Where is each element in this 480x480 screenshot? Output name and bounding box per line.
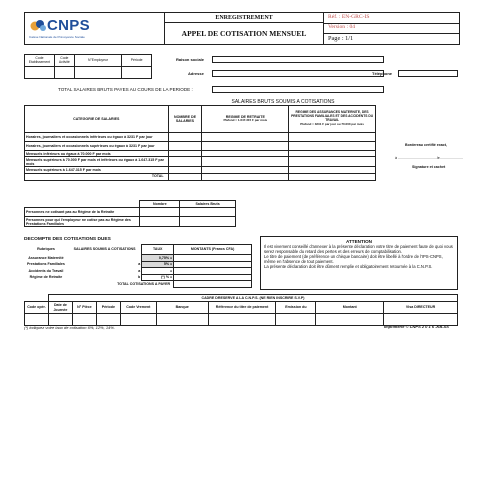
footer-imprimerie: Imprimerie © CNPS 2 0 1 6 -KB-SS [384, 324, 449, 329]
decompte-title: DECOMPTE DES COTISATIONS DUES [24, 237, 111, 242]
cadre-col: N° Pièce [72, 302, 96, 314]
salaire-cell[interactable]: a [138, 268, 141, 273]
col-nombre-salaries: NOMBRE DE SALARIES [168, 106, 202, 133]
cadre-col: Emission du [276, 302, 316, 314]
identity-table [24, 54, 152, 79]
total-salaires-label: TOTAL SALAIRES BRUTS PAYES AU COURS DE LA PERIODE : [58, 87, 193, 92]
telephone-label: Téléphone [372, 71, 393, 76]
taux-cell[interactable]: (*) % = [142, 274, 174, 281]
num-employeur-field[interactable] [74, 67, 122, 79]
rubrique-label: Assurance Maternité [28, 255, 64, 260]
col-persons-salaires: Salaires Bruts [180, 201, 236, 208]
cadre-field[interactable] [120, 314, 156, 326]
col-persons-nombre: Nombre [140, 201, 180, 208]
row-label: Horaires, journaliers et occasionnels supérieurs ou égaux à 3231 F par jour [25, 142, 169, 151]
num-employeur-label: N°Employeur [74, 55, 122, 67]
signature-cachet: Signature et cachet [412, 165, 446, 169]
col-assurance-plafond: Plafond = 3231 F par jour ou 70.000 par mois [300, 122, 364, 127]
taux-cell[interactable]: = [142, 268, 174, 275]
logo-text: CNPS [47, 17, 90, 34]
taux-cell: 0,75% = [142, 255, 174, 262]
salaries-table [24, 105, 376, 181]
raison-sociale-field[interactable] [212, 56, 384, 63]
cadre-field[interactable] [156, 314, 208, 326]
lieu-date-line: à .......................................le....................... [395, 156, 463, 160]
salaries-section-title: SALAIRES BRUTS SOUMIS A COTISATIONS [231, 99, 335, 105]
adresse-label: Adresse [188, 71, 204, 76]
cell-assurance[interactable] [289, 157, 376, 167]
total-cotisations-label: TOTAL COTISATIONS A PAYER [117, 282, 171, 287]
attention-para-1: Il est vivement conseillé d'annexer à la présente déclaration votre titre de paiement faute de quoi vous serez responsable du retard des pertes et des erreurs de comptabilisation. [264, 244, 453, 255]
code-etab-label: Code Etablissement [25, 55, 55, 67]
total-nombre[interactable] [168, 173, 202, 180]
persons-salaires-field[interactable] [180, 208, 236, 217]
persons-salaires-field[interactable] [180, 217, 236, 227]
salaire-cell[interactable]: b [138, 275, 141, 280]
cell-assurance[interactable] [289, 142, 376, 151]
row-label: Mensuels supérieurs à 1.647.315 F par mois [25, 167, 169, 173]
col-montants: MONTANTS (Francs CFA) [174, 245, 252, 255]
persons-table [24, 200, 236, 227]
attention-title: ATTENTION [346, 239, 372, 244]
decompte-table [24, 244, 252, 288]
cadre-col: Montant [316, 302, 384, 314]
logo-subtitle: Caisse Nationale de Prévoyance Sociale [29, 35, 85, 39]
bordereau-certifie: Bordereau certifié exact, [405, 143, 447, 147]
cell-retraite[interactable] [202, 133, 289, 142]
footer-note: (*) indiquez votre taux de cotisation 6%, 12%, 14%. [24, 325, 115, 330]
code-activite-field[interactable] [54, 67, 74, 79]
col-rubriques: Rubriques [37, 247, 55, 252]
persons-nombre-field[interactable] [140, 217, 180, 227]
cadre-title: CADRE DRESERVE A LA C.N.P.S. (NE RIEN INSCRIRE S.V.P) [48, 295, 457, 302]
col-categorie: CATEGORIE DE SALARIES [25, 106, 169, 133]
cadre-col: Code Vrement [120, 302, 156, 314]
cell-nombre[interactable] [168, 142, 202, 151]
rubrique-label: Accidents du Travail [28, 268, 64, 273]
total-cotisations-field[interactable] [174, 281, 252, 288]
cell-nombre[interactable] [168, 157, 202, 167]
attention-box [260, 236, 458, 290]
col-retraite [202, 106, 289, 133]
cadre-field[interactable] [72, 314, 96, 326]
total-label: TOTAL [25, 173, 169, 180]
col-retraite-plafond: Plafond = 1.647.315 F par mois [223, 118, 268, 123]
cadre-table [24, 294, 458, 326]
ref-code: Réf. : EN-GRC-IS [328, 14, 370, 20]
col-taux: TAUX [142, 245, 174, 255]
col-assurance [289, 106, 376, 133]
cadre-col: Période [96, 302, 120, 314]
persons-row-label: Personnes ne cotisant pas au Régime de la Retraite [25, 208, 140, 217]
total-assurance[interactable] [289, 173, 376, 180]
col-assurance-title: REGIME DES ASSURANCES MATERNITE, DES PRESTATIONS FAMILIALES ET DES ACCIDENTS DU TRAVAIL [291, 110, 374, 122]
cadre-field[interactable] [48, 314, 72, 326]
persons-row-label: Personnes pour qui l'employeur ne cotise pas au Régime des Prestations Familiales [25, 217, 140, 227]
cadre-field[interactable] [276, 314, 316, 326]
salaire-cell[interactable]: a [138, 262, 141, 267]
cadre-field[interactable] [96, 314, 120, 326]
code-activite-label: Code Activité [54, 55, 74, 67]
attention-para-2: Le titre de paiement (de préférence un chèque bancaire) doit être libellé à l'ordre de l'IPS-CNPS, même en l'absence de tout paiement. [264, 253, 443, 264]
code-etab-field[interactable] [25, 67, 55, 79]
periode-label: Période [122, 55, 152, 67]
rubrique-label: Régime de Retraite [29, 275, 63, 280]
taux-cell: 5% = [142, 261, 174, 268]
cadre-col: Visa DIRECTEUR [384, 302, 458, 314]
periode-field[interactable] [122, 67, 152, 79]
cell-retraite[interactable] [202, 142, 289, 151]
cell-nombre[interactable] [168, 133, 202, 142]
banner-enregistrement: ENREGISTREMENT [165, 13, 323, 23]
adresse-field[interactable] [212, 70, 384, 77]
cadre-field[interactable] [25, 314, 49, 326]
cell-assurance[interactable] [289, 133, 376, 142]
row-label: Horaires, journaliers et occasionnels inférieurs ou égaux à 3231 F par jour [25, 133, 169, 142]
col-salaires-soumis: SALAIRES SOUMIS A COTISATIONS [73, 247, 136, 252]
persons-nombre-field[interactable] [140, 208, 180, 217]
logo-area [25, 13, 165, 44]
cadre-col: Banque [156, 302, 208, 314]
row-label: Mensuels supérieurs à 70.000 F par mois et inférieurs ou égaux à 1.647.315 F par mois [25, 157, 169, 167]
telephone-field[interactable] [398, 70, 458, 77]
total-retraite[interactable] [202, 173, 289, 180]
cadre-col: Code opér. [25, 302, 49, 314]
total-salaires-field[interactable] [212, 86, 384, 93]
cadre-col: Date de Journée [48, 302, 72, 314]
row-label: Mensuels inférieurs ou égaux à 70.000 F par mois [25, 151, 169, 157]
attention-para-3: La présente déclaration doit être dûment remplie et obligatoirement retournée à la C.N.P.S. [264, 263, 433, 269]
page-number: Page : 1/1 [328, 35, 354, 42]
ref-box [323, 13, 459, 44]
cnps-logo-icon [29, 18, 49, 34]
rubrique-label: Prestations Familiales [26, 262, 65, 267]
page-title: APPEL DE COTISATION MENSUEL [181, 29, 307, 38]
cadre-field[interactable] [208, 314, 276, 326]
col-retraite-title: REGIME DE RETRAITE [225, 115, 265, 120]
cell-retraite[interactable] [202, 157, 289, 167]
version-text: Version : 04 [328, 24, 356, 30]
cadre-col: Référence du titre de paiement [208, 302, 276, 314]
raison-sociale-label: Raison sociale [176, 57, 205, 62]
cadre-field[interactable] [316, 314, 384, 326]
